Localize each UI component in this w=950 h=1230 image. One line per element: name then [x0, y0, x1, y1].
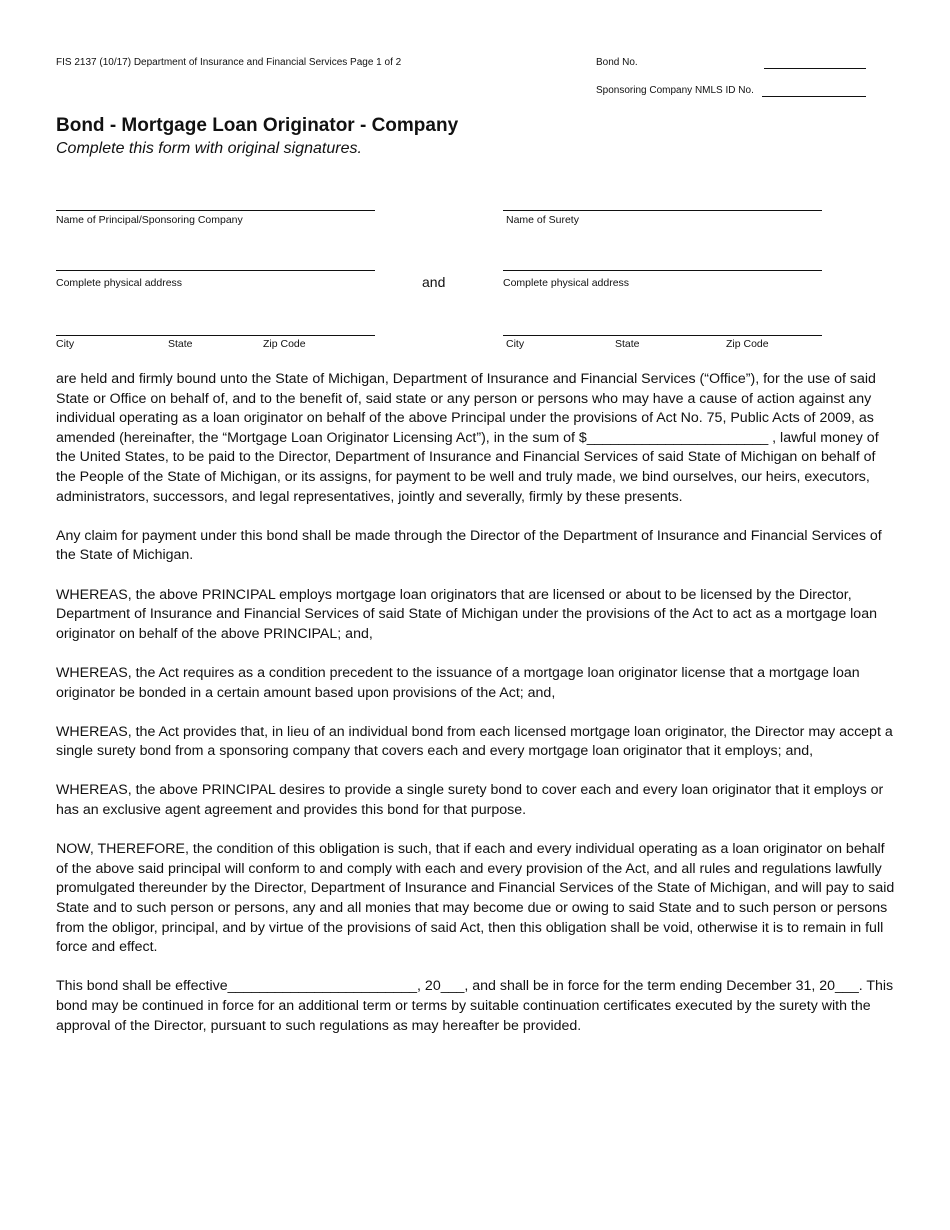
principal-city-label: City — [56, 338, 75, 350]
surety-address-label: Complete physical address — [503, 277, 630, 289]
whereas-paragraph-3: WHEREAS, the Act provides that, in lieu of an individual bond from each licensed mortgage loan originator, the Director may accept a single surety bond from a sponsoring company that covers each and every mortgage loan originator that it employs; and, — [56, 723, 893, 760]
obligation-text-start: are held and firmly bound unto the State of Michigan, Department of Insurance and Financial Services (“Office”), for the use of said State or Office on behalf of, and to the benefit of, said state or any person or persons who may have a cause of action against any individual operating as a loan originator on behalf of the above Principal under the provisions of Act No. 75, Public Acts of 2009, as amended (hereinafter, the “Mortgage Loan Originator Licensing Act”), in the sum of $ — [56, 371, 876, 446]
principal-city-state-zip-field[interactable] — [56, 335, 375, 336]
effective-date-paragraph: This bond shall be effective________________________, 20___, and shall be in force for the term ending December 31, 20___. This bond may be continued in force for an additional term or terms by suitable continuation certificates executed by the surety with the approval of the Director, pursuant to such regulations as may hereafter be provided. — [56, 978, 894, 1034]
bond-no-field[interactable] — [764, 68, 866, 69]
principal-state-label: State — [168, 338, 193, 350]
page-subtitle: Complete this form with original signatures. — [56, 140, 362, 157]
whereas-paragraph-4: WHEREAS, the above PRINCIPAL desires to provide a single surety bond to cover each and every loan originator that it employs or has an exclusive agent agreement and provides this bond for that purpose. — [56, 782, 884, 819]
surety-state-label: State — [615, 338, 640, 350]
whereas-paragraph-1: WHEREAS, the above PRINCIPAL employs mortgage loan originators that are licensed or about to be licensed by the Director, Department of Insurance and Financial Services of said State of Michigan under the provisions of the Act to act as a mortgage loan originator on behalf of the above PRINCIPAL; and, — [56, 586, 877, 642]
surety-address-field[interactable] — [503, 270, 822, 271]
and-connector: and — [422, 274, 446, 290]
nmls-id-field[interactable] — [762, 96, 866, 97]
nmls-id-label: Sponsoring Company NMLS ID No. — [596, 85, 754, 96]
page-title: Bond - Mortgage Loan Originator - Company — [56, 115, 459, 136]
now-therefore-paragraph: NOW, THEREFORE, the condition of this obligation is such, that if each and every individual operating as a loan originator on behalf of the above said principal will conform to and comply with each and every provision of the Act, and all rules and regulations lawfully promulgated thereunder by the Director, Department of Insurance and Financial Services of the State of Michigan, and will pay to said State and to such person or persons, any and all monies that may become due or owing to said State and to such person or persons from the obligor, principal, and by virtue of the provisions of said Act, then this obligation shall be void, otherwise it is to remain in full force and effect. — [56, 841, 895, 956]
surety-name-field[interactable] — [503, 210, 822, 211]
obligation-paragraph — [56, 370, 896, 507]
surety-city-state-zip-field[interactable] — [503, 335, 822, 336]
surety-name-label: Name of Surety — [506, 214, 579, 226]
surety-city-label: City — [506, 338, 525, 350]
bond-no-label: Bond No. — [596, 57, 638, 68]
obligation-text-end: , lawful money of the United States, to be paid to the Director, Department of Insurance and Financial Services of said State of Michigan on behalf of the People of the State of Michigan, or its assigns, for payment to be well and truly made, we bind ourselves, our heirs, executors, administrators, successors, and legal representatives, jointly and severally, firmly by these presents. — [56, 429, 879, 505]
bond-body — [56, 370, 896, 1056]
principal-address-field[interactable] — [56, 270, 375, 271]
surety-zip-label: Zip Code — [726, 338, 769, 350]
whereas-paragraph-2: WHEREAS, the Act requires as a condition precedent to the issuance of a mortgage loan originator license that a mortgage loan originator be bonded in a certain amount based upon provisions of the Act; and, — [56, 664, 860, 701]
principal-name-label: Name of Principal/Sponsoring Company — [56, 214, 243, 226]
principal-name-field[interactable] — [56, 210, 375, 211]
bond-amount-field[interactable]: _______________________ — [586, 429, 769, 446]
form-info: FIS 2137 (10/17) Department of Insurance and Financial Services Page 1 of 2 — [56, 57, 402, 68]
principal-address-label: Complete physical address — [56, 277, 183, 289]
principal-zip-label: Zip Code — [263, 338, 306, 350]
claim-paragraph: Any claim for payment under this bond shall be made through the Director of the Department of Insurance and Financial Services of the State of Michigan. — [56, 527, 882, 564]
